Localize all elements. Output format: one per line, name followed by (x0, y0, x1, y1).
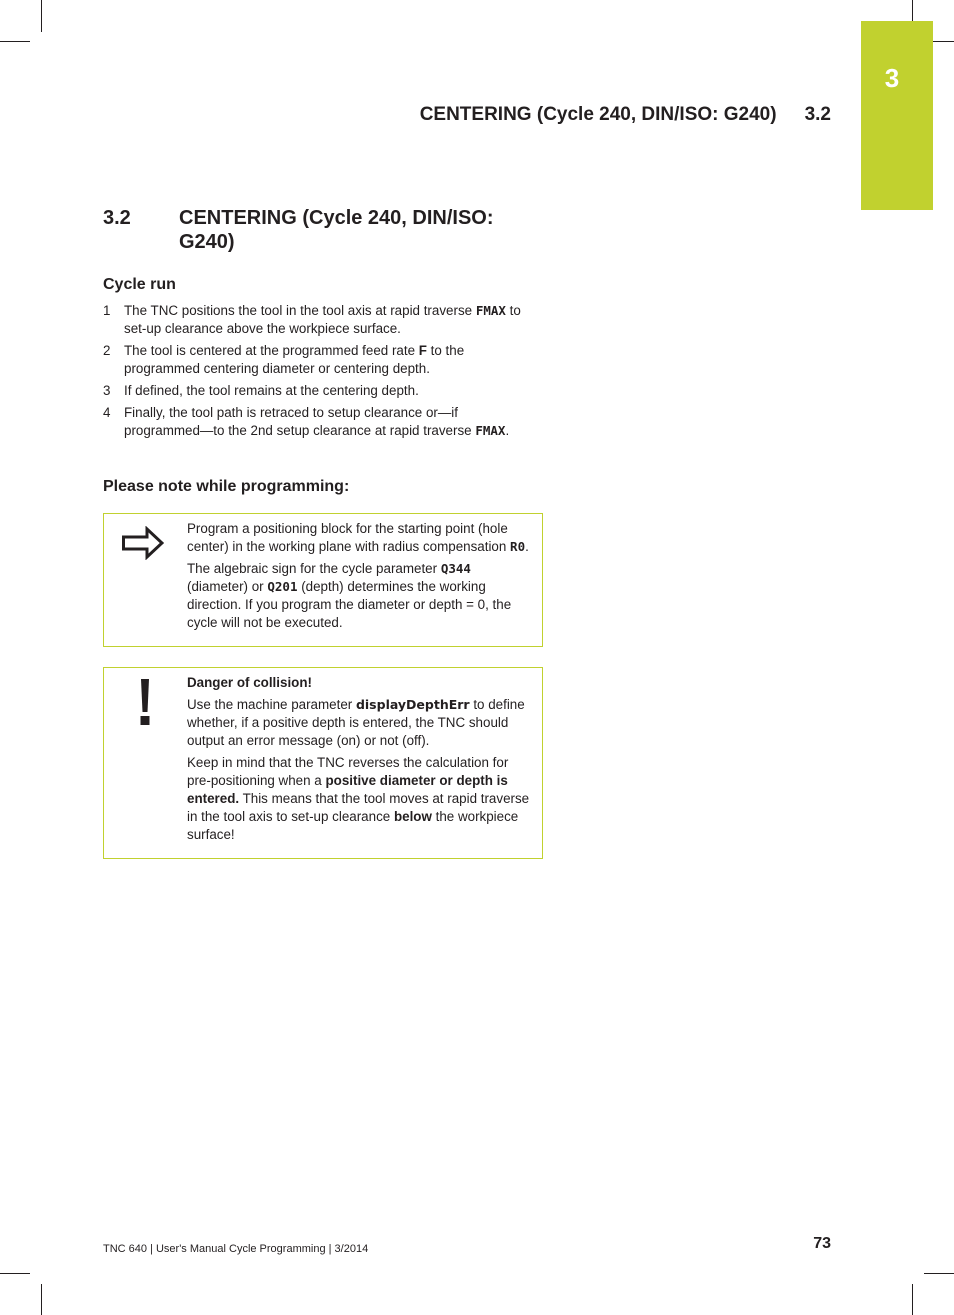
step-number: 3 (103, 383, 111, 398)
code-fmax: FMAX (475, 423, 506, 438)
step-text: The tool is centered at the programmed feed rate (124, 343, 419, 358)
code-fmax: FMAX (475, 303, 506, 318)
step-number: 4 (103, 405, 111, 420)
warning-emphasis: below (393, 809, 432, 824)
tip-text-span: Program a positioning block for the starting point (hole center) in the working plane with radius compensation (187, 521, 511, 554)
notes-heading: Please note while programming: (103, 478, 350, 495)
step-text: . (505, 423, 510, 438)
warning-text-span: Use the machine parameter (187, 697, 356, 712)
code-r0: R0 (510, 539, 526, 554)
code-q201: Q201 (267, 579, 298, 594)
tip-text-span: The algebraic sign for the cycle parameter (187, 561, 441, 576)
list-item (103, 342, 523, 378)
tip-text-span: (depth) determines the working direction. If you program the diameter or depth = 0, the cycle will not be executed. (187, 579, 512, 630)
warning-paragraph (187, 754, 532, 844)
tip-text-span: . (525, 539, 529, 554)
tip-text (187, 514, 542, 646)
crop-mark (924, 1273, 954, 1274)
list-item (103, 302, 523, 338)
step-text: If defined, the tool remains at the centering depth. (124, 383, 419, 398)
arrow-right-icon (122, 526, 164, 560)
footer-text: TNC 640 | User's Manual Cycle Programming | 3/2014 (103, 1243, 369, 1255)
step-text: The TNC positions the tool in the tool axis at rapid traverse (124, 303, 476, 318)
tip-paragraph (187, 560, 532, 632)
cycle-run-heading: Cycle run (103, 276, 176, 293)
step-number: 2 (103, 343, 111, 358)
step-number: 1 (103, 303, 111, 318)
exclamation-icon (137, 678, 153, 728)
warning-text (187, 668, 542, 858)
warning-text-span: Keep in mind that the TNC reverses the calculation for pre-positioning when a (187, 755, 509, 788)
warning-note-box (103, 667, 543, 859)
warning-text-span: This means that the tool moves at rapid traverse in the tool axis to set-up clearance (187, 791, 530, 824)
warning-emphasis: positive diameter or depth is entered. (187, 773, 508, 806)
tip-text-span: (diameter) or (187, 579, 268, 594)
crop-mark (933, 41, 954, 42)
step-text: to set-up clearance above the workpiece surface. (124, 303, 521, 336)
list-item (103, 382, 523, 400)
section-title: CENTERING (Cycle 240, DIN/ISO: G240) (179, 207, 494, 253)
warning-paragraph (187, 696, 532, 750)
tip-paragraph (187, 520, 532, 556)
running-header-title: CENTERING (Cycle 240, DIN/ISO: G240) (419, 104, 777, 125)
param-display-depth-err: displayDepthErr (355, 697, 470, 712)
tip-note-box (103, 513, 543, 647)
list-item (103, 404, 523, 440)
cycle-run-steps (103, 302, 523, 444)
section-number: 3.2 (103, 207, 131, 229)
crop-mark (912, 1284, 913, 1315)
chapter-tab (861, 21, 933, 210)
running-header-section: 3.2 (804, 104, 831, 125)
crop-mark (41, 0, 42, 32)
section-heading (103, 206, 533, 254)
warning-icon-cell (104, 668, 187, 858)
page-number: 73 (813, 1235, 831, 1252)
step-text: to the programmed centering diameter or centering depth. (124, 343, 465, 376)
step-text: Finally, the tool path is retraced to setup clearance or—if programmed—to the 2nd setup clearance at rapid traverse (124, 405, 476, 438)
crop-mark (41, 1284, 42, 1315)
tip-icon-cell (104, 514, 187, 646)
warning-title: Danger of collision! (187, 675, 312, 690)
crop-mark (0, 41, 30, 42)
crop-mark (912, 0, 913, 21)
feed-rate-f: F (418, 343, 427, 358)
running-header (420, 104, 831, 126)
warning-text-span: to define whether, if a positive depth is entered, the TNC should output an error message (on) or not (off). (187, 697, 525, 748)
code-q344: Q344 (440, 561, 471, 576)
chapter-number: 3 (884, 63, 900, 93)
crop-mark (0, 1273, 30, 1274)
warning-text-span: the workpiece surface! (187, 809, 519, 842)
